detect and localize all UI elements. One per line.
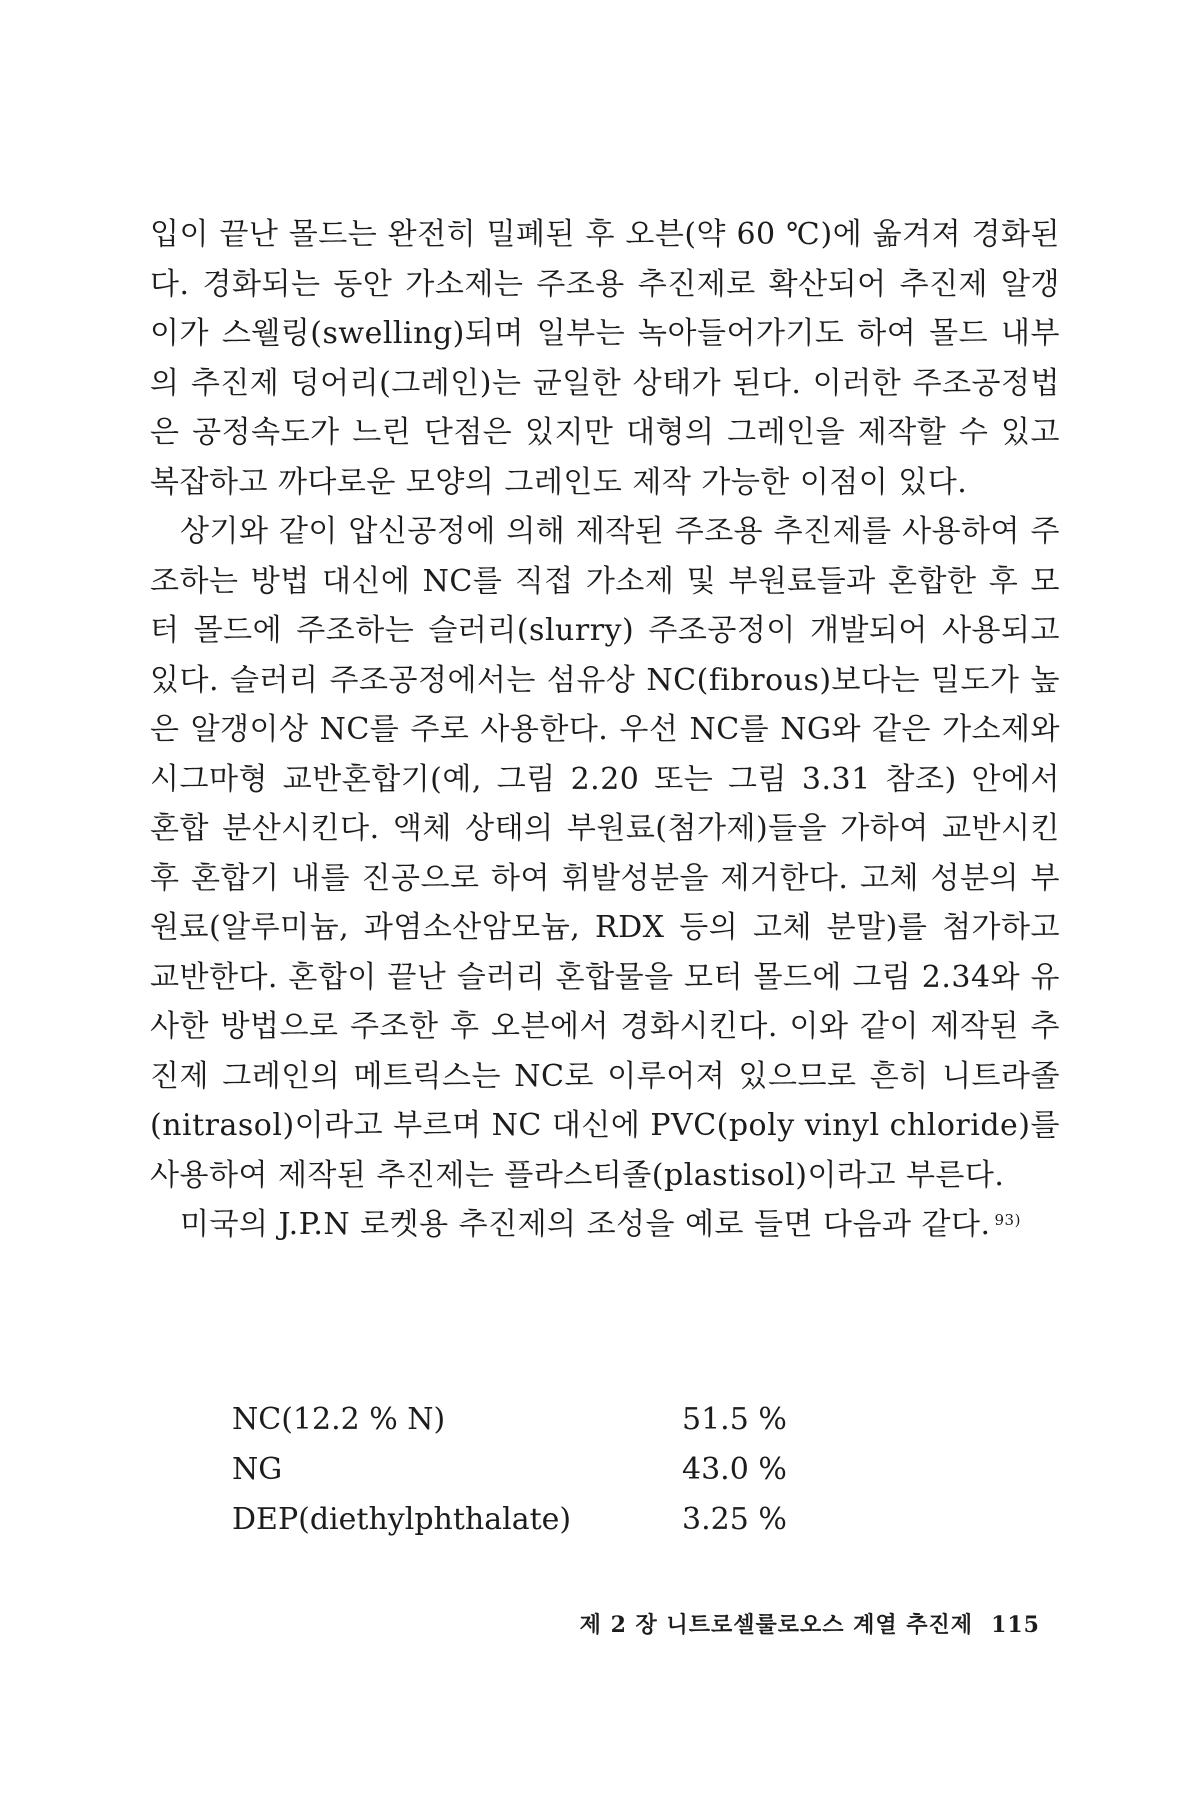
chapter-title: 제 2 장 니트로셀룰로오스 계열 추진제: [579, 1612, 974, 1638]
paragraph-3: [150, 1200, 1060, 1250]
page-footer: [480, 1608, 1040, 1639]
composition-component: NG: [232, 1452, 283, 1487]
composition-row: [232, 1395, 832, 1445]
composition-percentage: 51.5 %: [682, 1402, 787, 1437]
paragraph-3-text: 미국의 J.P.N 로켓용 추진제의 조성을 예로 들면 다음과 같다.: [180, 1207, 991, 1242]
composition-percentage: 3.25 %: [682, 1502, 787, 1537]
composition-percentage: 43.0 %: [682, 1452, 787, 1487]
composition-row: [232, 1495, 832, 1545]
composition-table: [232, 1395, 832, 1545]
paragraph-1: 입이 끝난 몰드는 완전히 밀폐된 후 오븐(약 60 ℃)에 옮겨져 경화된다. 경화되는 동안 가소제는 주조용 추진제로 확산되어 추진제 알갱이가 스웰링(swelling)되며 일부는 녹아들어가기도 하여 몰드 내부의 추진제 덩어리(그레인)는 균일한 상태가 된다. 이러한 주조공정법은 공정속도가 느린 단점은 있지만 대형의 그레인을 제작할 수 있고 복잡하고 까다로운 모양의 그레인도 제작 가능한 이점이 있다.: [150, 217, 1061, 500]
page-number: 115: [991, 1612, 1040, 1638]
composition-component: NC(12.2 % N): [232, 1402, 446, 1437]
paragraph-2: 상기와 같이 압신공정에 의해 제작된 주조용 추진제를 사용하여 주조하는 방법 대신에 NC를 직접 가소제 및 부원료들과 혼합한 후 모터 몰드에 주조하는 슬러리(slurry) 주조공정이 개발되어 사용되고 있다. 슬러리 주조공정에서는 섬유상 NC(fibrous)보다는 밀도가 높은 알갱이상 NC를 주로 사용한다. 우선 NC를 NG와 같은 가소제와 시그마형 교반혼합기(예, 그림 2.20 또는 그림 3.31 참조) 안에서 혼합 분산시킨다. 액체 상태의 부원료(첨가제)들을 가하여 교반시킨 후 혼합기 내를 진공으로 하여 휘발성분을 제거한다. 고체 성분의 부원료(알루미늄, 과염소산암모늄, RDX 등의 고체 분말)를 첨가하고 교반한다. 혼합이 끝난 슬러리 혼합물을 모터 몰드에 그림 2.34와 유사한 방법으로 주조한 후 오븐에서 경화시킨다. 이와 같이 제작된 추진제 그레인의 메트릭스는 NC로 이루어져 있으므로 흔히 니트라졸(nitrasol)이라고 부르며 NC 대신에 PVC(poly vinyl chloride)를 사용하여 제작된 추진제는 플라스티졸(plastisol)이라고 부른다.: [150, 514, 1060, 1193]
footnote-reference: 93): [994, 1211, 1021, 1229]
body-text: [150, 210, 1060, 1250]
composition-row: [232, 1445, 832, 1495]
composition-component: DEP(diethylphthalate): [232, 1502, 572, 1537]
